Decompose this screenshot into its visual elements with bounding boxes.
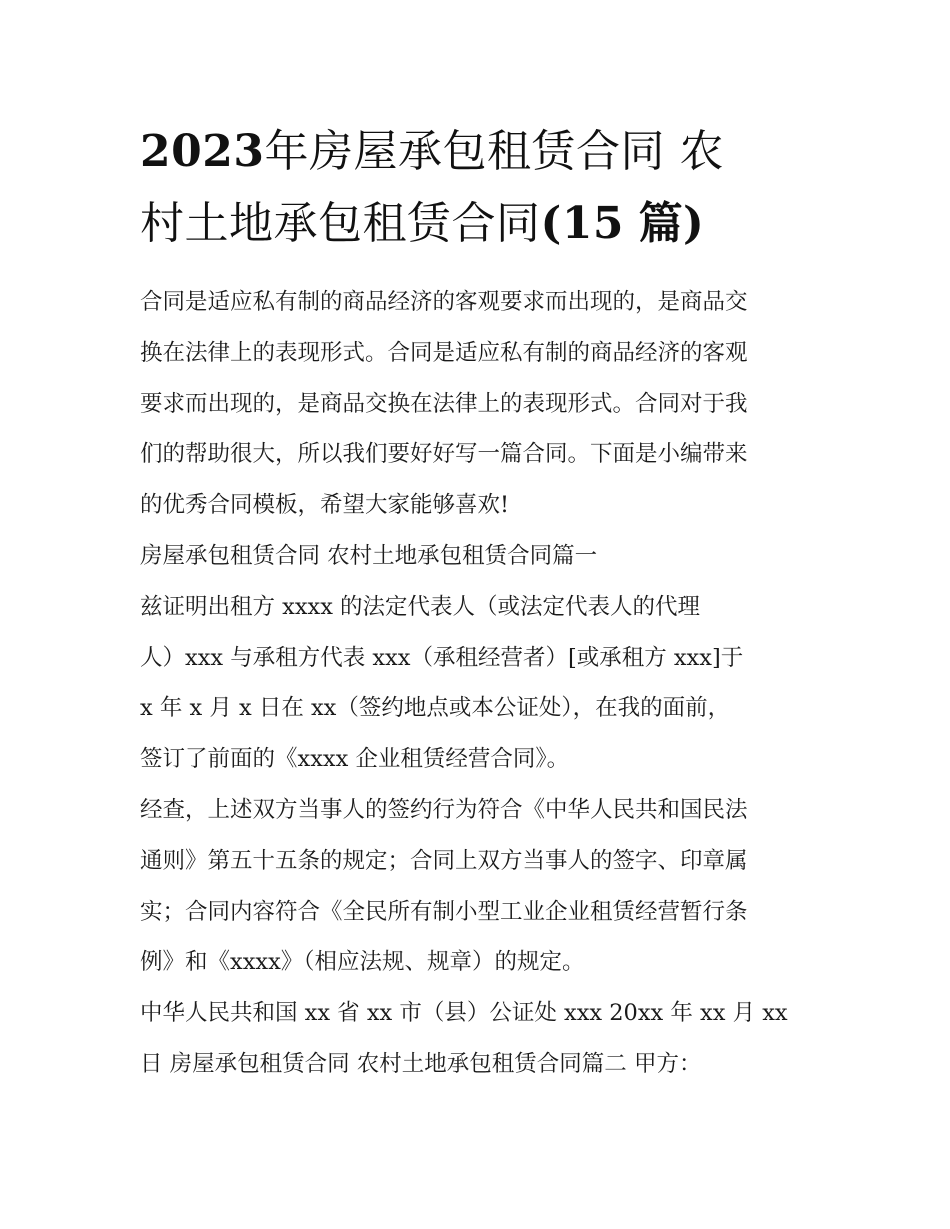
document-title (140, 116, 820, 260)
body-line: 们的帮助很大，所以我们要好好写一篇合同。下面是小编带来 (140, 441, 748, 468)
body-line: 合同是适应私有制的商品经济的客观要求而出现的，是商品交 (140, 289, 748, 315)
body-line: 中华人民共和国 xx 省 xx 市（县）公证处 xxx 20xx 年 xx 月 xx (140, 1000, 788, 1027)
title-count: (15 (540, 198, 625, 249)
title-count-suffix (624, 198, 639, 249)
title-line-2 (140, 188, 820, 260)
document-body (140, 277, 820, 1090)
title-line-1 (140, 116, 820, 188)
body-line: 实；合同内容符合《全民所有制小型工业企业租赁经营暂行条 (140, 898, 748, 925)
body-line: 经查，上述双方当事人的签约行为符合《中华人民共和国民法 (140, 796, 748, 823)
body-line: 日 房屋承包租赁合同 农村土地承包租赁合同篇二 甲方： (140, 1050, 702, 1077)
body-line: x 年 x 月 x 日在 xx（签约地点或本公证处），在我的面前， (140, 695, 731, 722)
title-text-2: 村土地承包租赁合同 (140, 198, 541, 249)
body-line: 的优秀合同模板，希望大家能够喜欢! (140, 492, 510, 519)
body-line: 人）xxx 与承租方代表 xxx（承租经营者）[或承租方 xxx]于 (140, 644, 744, 671)
title-year: 2023 (140, 126, 265, 177)
body-line: 要求而出现的，是商品交换在法律上的表现形式。合同对于我 (140, 390, 748, 417)
title-count-end: 篇) (638, 198, 705, 249)
body-line: 通则》第五十五条的规定；合同上双方当事人的签字、印章属 (140, 847, 748, 874)
title-text-1: 年房屋承包租赁合同 农 (264, 126, 724, 177)
section-heading-1: 房屋承包租赁合同 农村土地承包租赁合同篇一 (140, 542, 598, 569)
body-line: 兹证明出租方 xxxx 的法定代表人（或法定代表人的代理 (140, 593, 701, 620)
body-line: 换在法律上的表现形式。合同是适应私有制的商品经济的客观 (140, 339, 748, 366)
body-line: 签订了前面的《xxxx 企业租赁经营合同》。 (140, 746, 570, 773)
body-line: 例》和《xxxx》（相应法规、规章）的规定。 (140, 949, 585, 976)
